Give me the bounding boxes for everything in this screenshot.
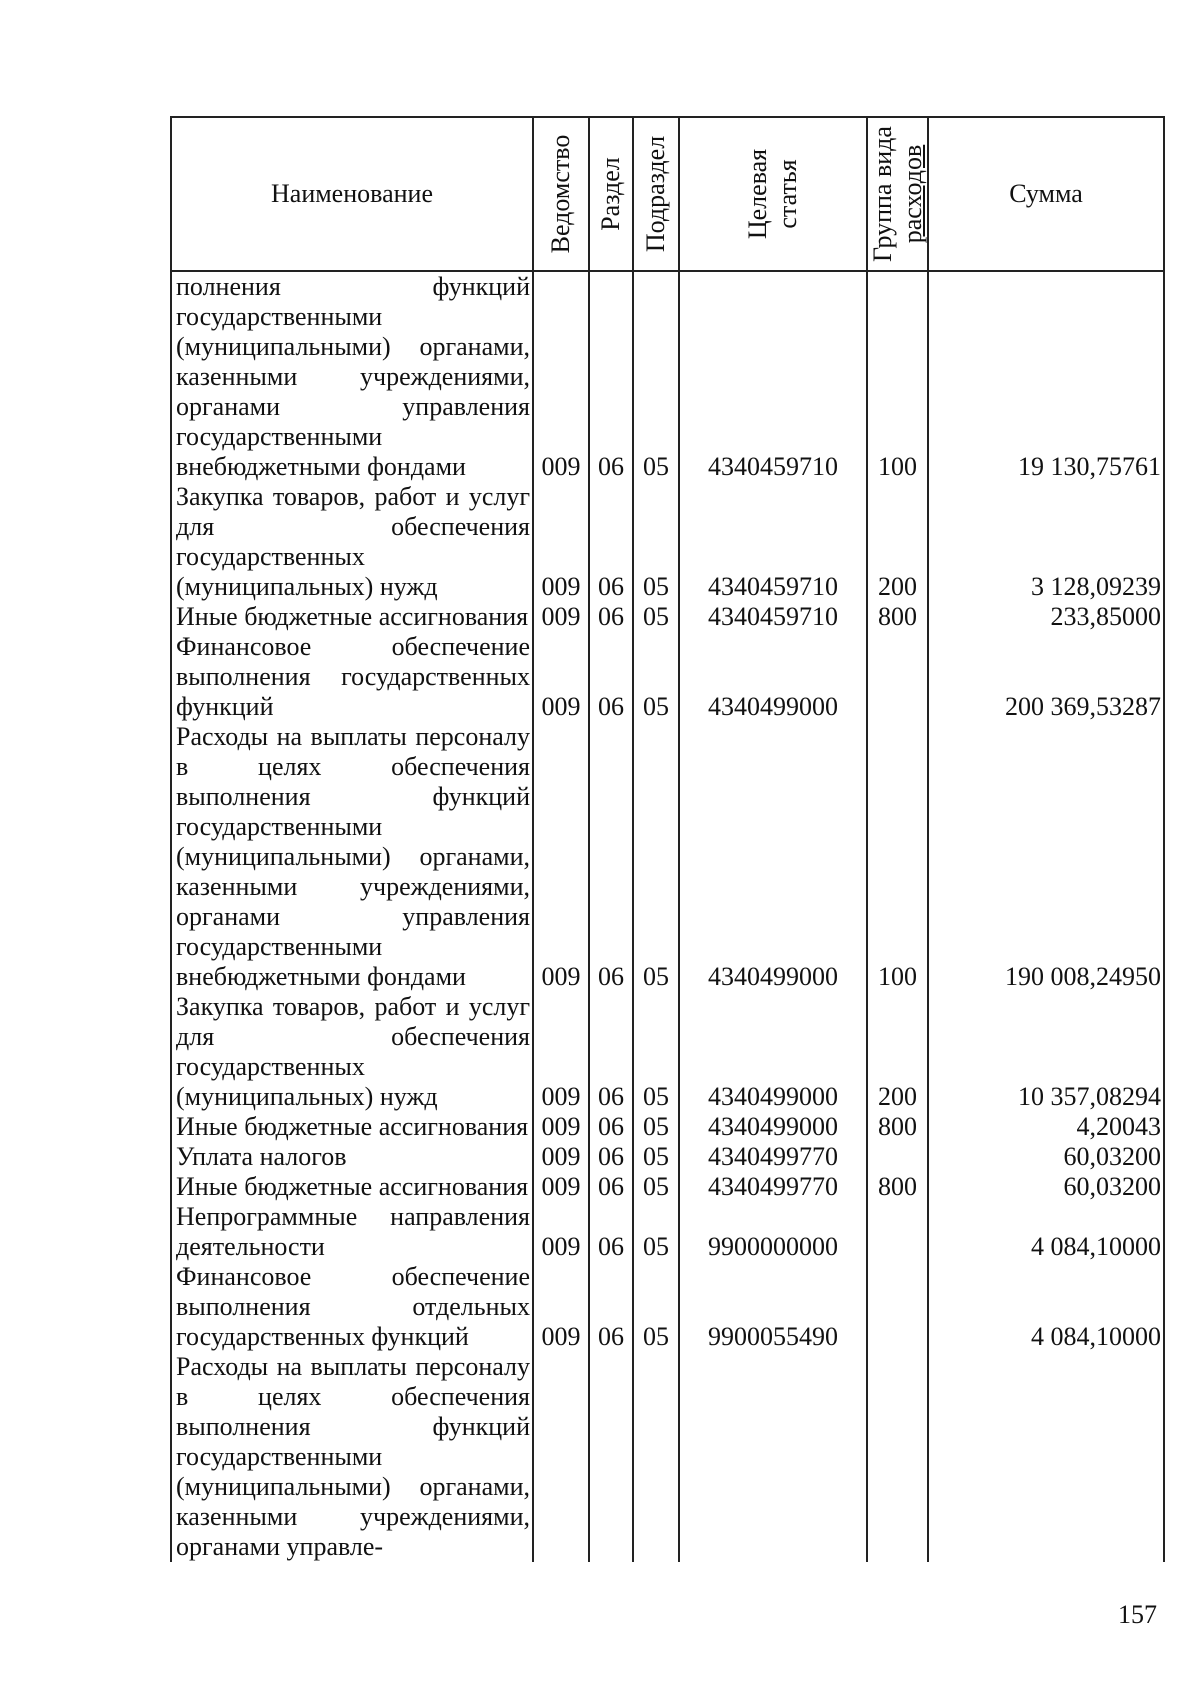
cell-vedomstvo: 009 [533, 1202, 589, 1262]
header-summa: Сумма [928, 117, 1164, 271]
cell-razdel: 06 [589, 602, 633, 632]
header-name: Наименование [171, 117, 533, 271]
header-celevaya-line1: Целевая [743, 148, 772, 240]
cell-vedomstvo: 009 [533, 271, 589, 482]
header-vedomstvo [533, 117, 589, 271]
cell-podrazdel: 05 [633, 1262, 679, 1352]
cell-vedomstvo: 009 [533, 602, 589, 632]
cell-name: Финансовое обеспечение выполнения государственных функций [171, 632, 533, 722]
cell-summa: 4 084,10000 [928, 1202, 1164, 1262]
cell-vedomstvo: 009 [533, 1172, 589, 1202]
cell-summa: 4,20043 [928, 1112, 1164, 1142]
cell-summa: 10 357,08294 [928, 992, 1164, 1112]
cell-gruppa-vida: 200 [867, 482, 928, 602]
table-row [171, 1112, 1164, 1142]
cell-podrazdel: 05 [633, 722, 679, 992]
cell-vedomstvo: 009 [533, 632, 589, 722]
cell-vedomstvo: 009 [533, 1262, 589, 1352]
cell-summa: 60,03200 [928, 1142, 1164, 1172]
table-row [171, 271, 1164, 482]
cell-vedomstvo: 009 [533, 1142, 589, 1172]
cell-gruppa-vida [867, 1352, 928, 1562]
cell-celevaya-statya: 4340499000 [679, 722, 867, 992]
header-gruppa-line2: расходов [897, 144, 927, 244]
cell-razdel: 06 [589, 722, 633, 992]
cell-vedomstvo: 009 [533, 722, 589, 992]
cell-vedomstvo: 009 [533, 482, 589, 602]
cell-podrazdel: 05 [633, 1172, 679, 1202]
cell-name: Расходы на выплаты персоналу в целях обеспечения выполнения функций государственными (муниципальными) органами, казенными учреждениями, органами управления государственными внебюджетными фондами [171, 722, 533, 992]
cell-name: Иные бюджетные ассигнования [171, 1112, 533, 1142]
cell-summa: 200 369,53287 [928, 632, 1164, 722]
header-podrazdel [633, 117, 679, 271]
cell-name: Расходы на выплаты персоналу в целях обеспечения выполнения функций государственными (муниципальными) органами, казенными учреждениями, органами управле- [171, 1352, 533, 1562]
cell-podrazdel: 05 [633, 992, 679, 1112]
cell-razdel: 06 [589, 271, 633, 482]
cell-summa [928, 1352, 1164, 1562]
cell-vedomstvo: 009 [533, 1112, 589, 1142]
cell-gruppa-vida: 800 [867, 1112, 928, 1142]
cell-vedomstvo: 009 [533, 992, 589, 1112]
cell-podrazdel [633, 1352, 679, 1562]
cell-celevaya-statya: 9900000000 [679, 1202, 867, 1262]
cell-celevaya-statya: 9900055490 [679, 1262, 867, 1352]
cell-name: полнения функций государственными (муниципальными) органами, казенными учреждениями, органами управления государственными внебюджетными фондами [171, 271, 533, 482]
cell-celevaya-statya: 4340499000 [679, 992, 867, 1112]
cell-gruppa-vida: 200 [867, 992, 928, 1112]
table-row [171, 1352, 1164, 1562]
cell-name: Иные бюджетные ассигнования [171, 1172, 533, 1202]
cell-celevaya-statya: 4340499770 [679, 1172, 867, 1202]
cell-celevaya-statya: 4340459710 [679, 602, 867, 632]
cell-razdel: 06 [589, 1202, 633, 1262]
cell-summa: 4 084,10000 [928, 1262, 1164, 1352]
cell-gruppa-vida [867, 1202, 928, 1262]
cell-summa: 19 130,75761 [928, 271, 1164, 482]
cell-podrazdel: 05 [633, 271, 679, 482]
header-podrazdel-label: Подраздел [641, 135, 670, 253]
header-celevaya-statya [679, 117, 867, 271]
cell-razdel: 06 [589, 1262, 633, 1352]
cell-celevaya-statya: 4340459710 [679, 482, 867, 602]
table-body [171, 271, 1164, 1562]
cell-gruppa-vida [867, 1262, 928, 1352]
cell-summa: 3 128,09239 [928, 482, 1164, 602]
cell-celevaya-statya: 4340499770 [679, 1142, 867, 1172]
cell-razdel: 06 [589, 632, 633, 722]
budget-table [170, 116, 1165, 1562]
page-number: 157 [1118, 1600, 1157, 1629]
table-row [171, 632, 1164, 722]
header-gruppa-line1: Группа вида [867, 126, 897, 262]
cell-podrazdel: 05 [633, 1112, 679, 1142]
header-row [171, 117, 1164, 271]
cell-celevaya-statya: 4340459710 [679, 271, 867, 482]
table-row [171, 992, 1164, 1112]
cell-gruppa-vida: 100 [867, 271, 928, 482]
cell-podrazdel: 05 [633, 1202, 679, 1262]
cell-razdel: 06 [589, 482, 633, 602]
cell-razdel: 06 [589, 1142, 633, 1172]
table-row [171, 722, 1164, 992]
cell-podrazdel: 05 [633, 602, 679, 632]
cell-name: Закупка товаров, работ и услуг для обеспечения государственных (муниципальных) нужд [171, 992, 533, 1112]
cell-name: Иные бюджетные ассигнования [171, 602, 533, 632]
header-vedomstvo-label: Ведомство [546, 134, 575, 254]
cell-gruppa-vida: 800 [867, 602, 928, 632]
cell-gruppa-vida [867, 1142, 928, 1172]
header-celevaya-statya-label [743, 149, 803, 239]
cell-razdel: 06 [589, 992, 633, 1112]
cell-summa: 233,85000 [928, 602, 1164, 632]
table-row [171, 1262, 1164, 1352]
cell-razdel [589, 1352, 633, 1562]
cell-podrazdel: 05 [633, 1142, 679, 1172]
header-celevaya-line2: статья [773, 159, 802, 229]
cell-gruppa-vida [867, 632, 928, 722]
cell-name: Финансовое обеспечение выполнения отдельных государственных функций [171, 1262, 533, 1352]
table-row [171, 1142, 1164, 1172]
cell-gruppa-vida: 800 [867, 1172, 928, 1202]
cell-podrazdel: 05 [633, 632, 679, 722]
cell-podrazdel: 05 [633, 482, 679, 602]
cell-celevaya-statya: 4340499000 [679, 632, 867, 722]
header-gruppa-vida-rashodov [867, 117, 928, 271]
cell-razdel: 06 [589, 1112, 633, 1142]
table-row [171, 1202, 1164, 1262]
table-row [171, 602, 1164, 632]
table-row [171, 1172, 1164, 1202]
cell-summa: 60,03200 [928, 1172, 1164, 1202]
cell-summa: 190 008,24950 [928, 722, 1164, 992]
cell-celevaya-statya [679, 1352, 867, 1562]
header-gruppa-label [868, 126, 928, 262]
header-razdel [589, 117, 633, 271]
cell-name: Непрограммные направления деятельности [171, 1202, 533, 1262]
cell-name: Закупка товаров, работ и услуг для обеспечения государственных (муниципальных) нужд [171, 482, 533, 602]
header-razdel-label: Раздел [596, 157, 625, 231]
cell-razdel: 06 [589, 1172, 633, 1202]
cell-name: Уплата налогов [171, 1142, 533, 1172]
table-row [171, 482, 1164, 602]
cell-celevaya-statya: 4340499000 [679, 1112, 867, 1142]
cell-gruppa-vida: 100 [867, 722, 928, 992]
cell-vedomstvo [533, 1352, 589, 1562]
